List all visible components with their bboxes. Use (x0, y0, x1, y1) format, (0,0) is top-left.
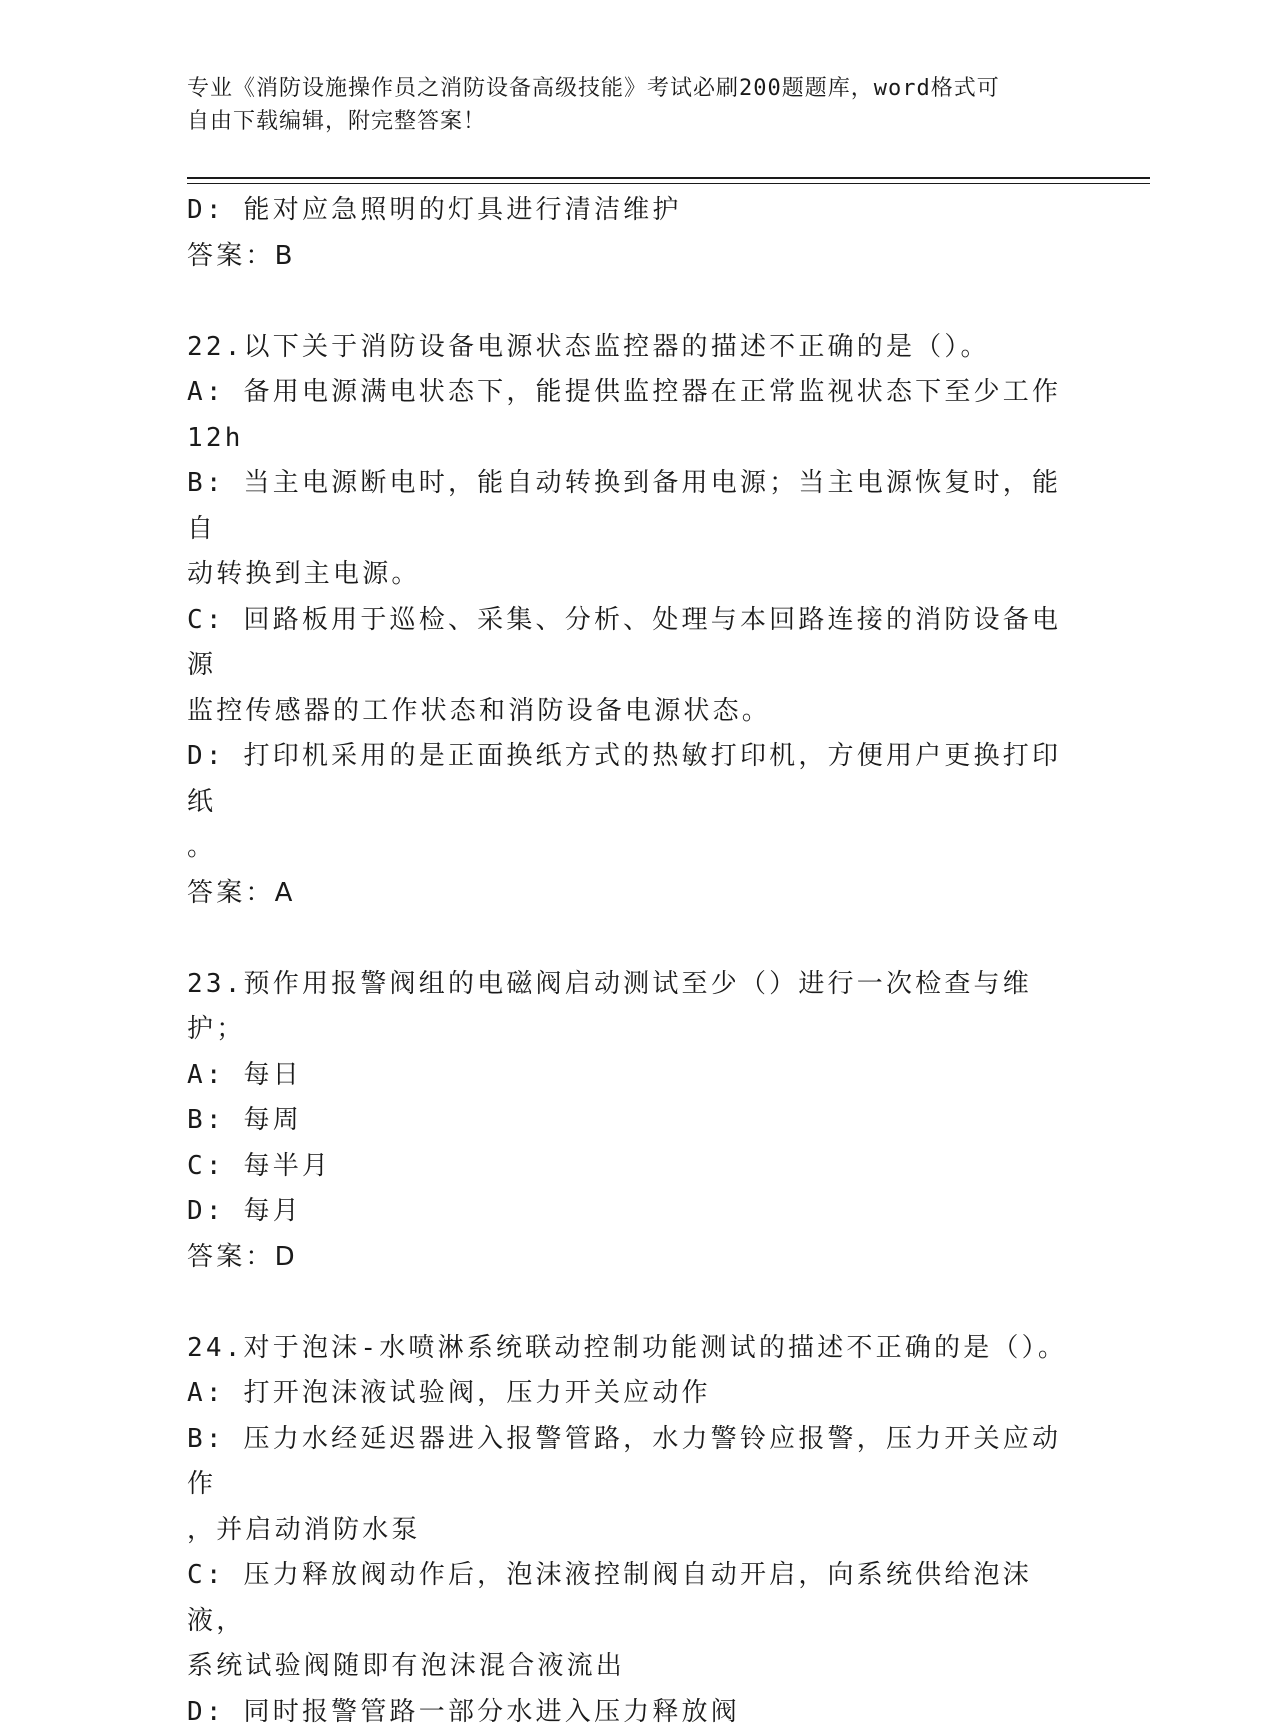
option-d: D: 同时报警管路一部分水进入压力释放阀 (187, 1690, 1067, 1735)
option-a-line-1: A: 备用电源满电状态下，能提供监控器在正常监视状态下至少工作 (187, 370, 1067, 416)
question-stem: 22.以下关于消防设备电源状态监控器的描述不正确的是（）。 (187, 325, 1067, 371)
option-a: A: 打开泡沫液试验阀，压力开关应动作 (187, 1371, 1067, 1417)
spacer (187, 916, 1067, 962)
question-content (187, 188, 1067, 1735)
question-stem: 24.对于泡沫-水喷淋系统联动控制功能测试的描述不正确的是（）。 (187, 1326, 1067, 1372)
option-c-line-2: 系统试验阀随即有泡沫混合液流出 (187, 1644, 1067, 1690)
option-b-line-1: B: 当主电源断电时，能自动转换到备用电源；当主电源恢复时，能自 (187, 461, 1067, 552)
option-d: D: 每月 (187, 1189, 1067, 1235)
option-c-line-1: C: 压力释放阀动作后，泡沫液控制阀自动开启，向系统供给泡沫液， (187, 1553, 1067, 1644)
option-b-line-1: B: 压力水经延迟器进入报警管路，水力警铃应报警，压力开关应动作 (187, 1417, 1067, 1508)
answer: 答案：A (187, 871, 1067, 917)
header-line-2: 自由下载编辑，附完整答案！ (187, 105, 1067, 138)
spacer (187, 1280, 1067, 1326)
header-divider-thin (187, 183, 1150, 184)
option-a: A: 每日 (187, 1053, 1067, 1099)
answer: 答案：D (187, 1235, 1067, 1281)
option-c-line-2: 监控传感器的工作状态和消防设备电源状态。 (187, 689, 1067, 735)
option-a-line-2: 12h (187, 416, 1067, 462)
document-header (187, 72, 1067, 138)
question-stem: 23.预作用报警阀组的电磁阀启动测试至少（）进行一次检查与维护； (187, 962, 1067, 1053)
prev-option-d: D: 能对应急照明的灯具进行清洁维护 (187, 188, 1067, 234)
option-d-line-2: 。 (187, 825, 1067, 871)
question-23 (187, 962, 1067, 1281)
option-b-line-2: ，并启动消防水泵 (187, 1508, 1067, 1554)
option-b-line-2: 动转换到主电源。 (187, 552, 1067, 598)
prev-answer: 答案：B (187, 234, 1067, 280)
option-d-line-1: D: 打印机采用的是正面换纸方式的热敏打印机，方便用户更换打印纸 (187, 734, 1067, 825)
header-line-1: 专业《消防设施操作员之消防设备高级技能》考试必刷200题题库，word格式可 (187, 72, 1067, 105)
option-b: B: 每周 (187, 1098, 1067, 1144)
header-divider-thick (187, 177, 1150, 179)
spacer (187, 279, 1067, 325)
option-c-line-1: C: 回路板用于巡检、采集、分析、处理与本回路连接的消防设备电源 (187, 598, 1067, 689)
question-22 (187, 325, 1067, 917)
question-24 (187, 1326, 1067, 1735)
option-c: C: 每半月 (187, 1144, 1067, 1190)
